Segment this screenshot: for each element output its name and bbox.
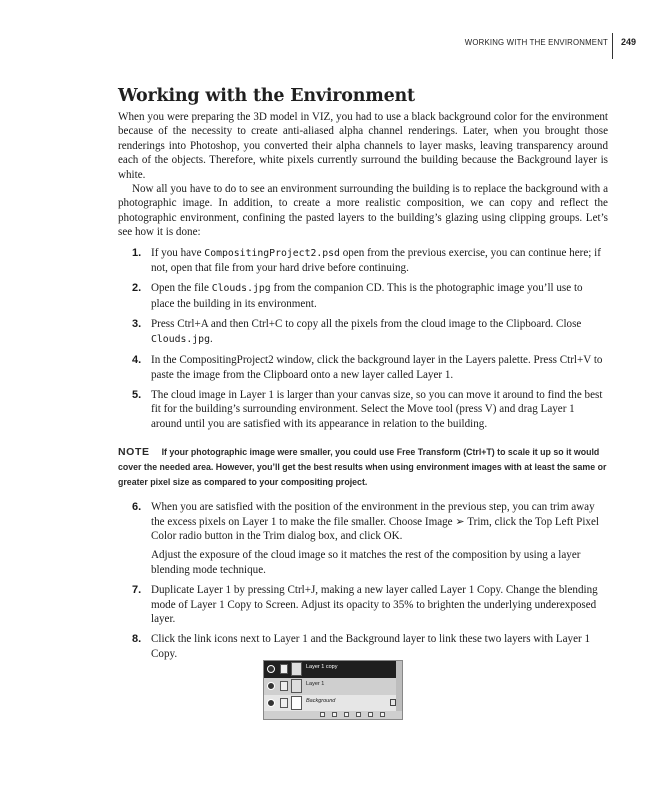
layer-thumbnail [291,679,302,693]
new-group-icon [356,712,361,717]
intro-paragraph-2: Now all you have to do to see an environment surrounding the building is to replace the background with a photographic image. In addition, to create a more realistic composition, we can copy and reflect the photographic environment, confining the pasted layers to the building’s glazing using clipping groups. Let’s see how it is done: [118,183,608,239]
palette-toolbar [264,711,402,719]
step-text: Duplicate Layer 1 by pressing Ctrl+J, making a new layer called Layer 1 Copy. Change the blending mode of Layer 1 Copy to Screen. Adjust its opacity to 35% to brighten the underlying underexposed layer. [151,584,598,625]
trash-icon [380,712,385,717]
eye-icon [267,682,275,690]
layer-name: Layer 1 copy [306,664,338,670]
intro-paragraph-1: When you were preparing the 3D model in VIZ, you had to use a black background color for the environment because of the necessity to create anti-aliased alpha channel renderings. Later, when you brought those renderings into Photoshop, you converted their alpha channels to layer masks, leaving transparency around each of the objects. Therefore, white pixels currently surround the building because the Background layer is white. [118,111,608,181]
step-text-part: Press Ctrl+A and then Ctrl+C to copy all the pixels from the cloud image to the Clipboard. Close [151,318,582,331]
page-number: 249 [621,37,637,47]
step-text: The cloud image in Layer 1 is larger than your canvas size, so you can move it around to find the best fit for the building’s surrounding environment. Select the Move tool (press V) and drag Layer 1 around until you are satisfied with its appearance in relation to the building. [151,388,603,430]
step-text: When you are satisfied with the position of the environment in the previous step, you can trim away the excess pixels on Layer 1 to make the file smaller. Choose Image ➢ Trim, click the Top Left Pixel Color radio button in the Trim dialog box, and click OK. [151,501,599,542]
step-subparagraph: Adjust the exposure of the cloud image so it matches the rest of the composition by using a layer blending mode technique. [151,549,581,576]
filename-code: CompositingProject2.psd [204,247,340,259]
link-layers-icon [320,712,325,717]
step-2 [118,281,608,311]
eye-icon [267,665,275,673]
mask-icon [344,712,349,717]
layer-thumbnail [291,662,302,676]
layer-row-layer-1 [264,678,402,696]
step-1 [118,246,608,276]
step-text [151,281,608,311]
link-icon [280,681,288,691]
step-number: 7. [132,584,142,597]
layer-style-icon [332,712,337,717]
section-title: Working with the Environment [118,86,415,106]
step-4 [118,353,608,382]
filename-code: Clouds.jpg [151,333,210,345]
link-icon [280,698,288,708]
step-number: 1. [132,246,142,259]
step-text-part: from the companion CD. This is the photographic image you’ll use to place the building in its environment. [151,282,583,310]
step-8 [118,632,608,661]
layers-palette-figure [263,660,403,720]
step-number: 2. [132,282,142,295]
steps-list-continued [118,500,608,661]
page-content [118,86,608,667]
step-7 [118,583,608,626]
step-text-part: . [209,332,213,345]
step-number: 5. [132,388,142,401]
running-head: WORKING WITH THE ENVIRONMENT [464,38,608,47]
step-text-part: If you have [151,246,205,259]
brush-icon [280,664,288,674]
note-label: NOTE [118,446,150,459]
header-divider [612,33,613,59]
step-text-part: Open the file [151,282,212,295]
layer-name: Layer 1 [306,681,325,687]
new-layer-icon [368,712,373,717]
step-5 [118,388,608,431]
step-number: 6. [132,501,142,514]
filename-code: Clouds.jpg [211,283,271,295]
step-text-part: open from the previous exercise, you can continue here; if not, open that file from your hard drive before continuing. [151,246,601,275]
steps-list [118,246,608,431]
note-box [118,445,608,490]
step-text [151,246,608,276]
note-text: If your photographic image were smaller, you could use Free Transform (Ctrl+T) to scale it up so it would cover the needed area. However, you’ll get the best results when using environment images with at least the same or greater pixel size as compared to your compositing project. [118,447,607,488]
step-6 [118,500,608,577]
layer-name: Background [306,698,336,704]
layer-thumbnail [291,696,302,710]
step-3 [118,317,608,347]
step-number: 4. [132,354,142,367]
step-text: Click the link icons next to Layer 1 and the Background layer to link these two layers with Layer 1 Copy. [151,633,591,660]
palette-scrollbar [396,661,402,713]
step-number: 8. [132,633,142,646]
step-text: In the CompositingProject2 window, click the background layer in the Layers palette. Press Ctrl+V to paste the image from the Clipboard onto a new layer called Layer 1. [151,354,603,381]
layer-row-layer-1-copy [264,661,402,679]
step-number: 3. [132,318,142,331]
eye-icon [267,699,275,707]
step-text [151,317,608,347]
